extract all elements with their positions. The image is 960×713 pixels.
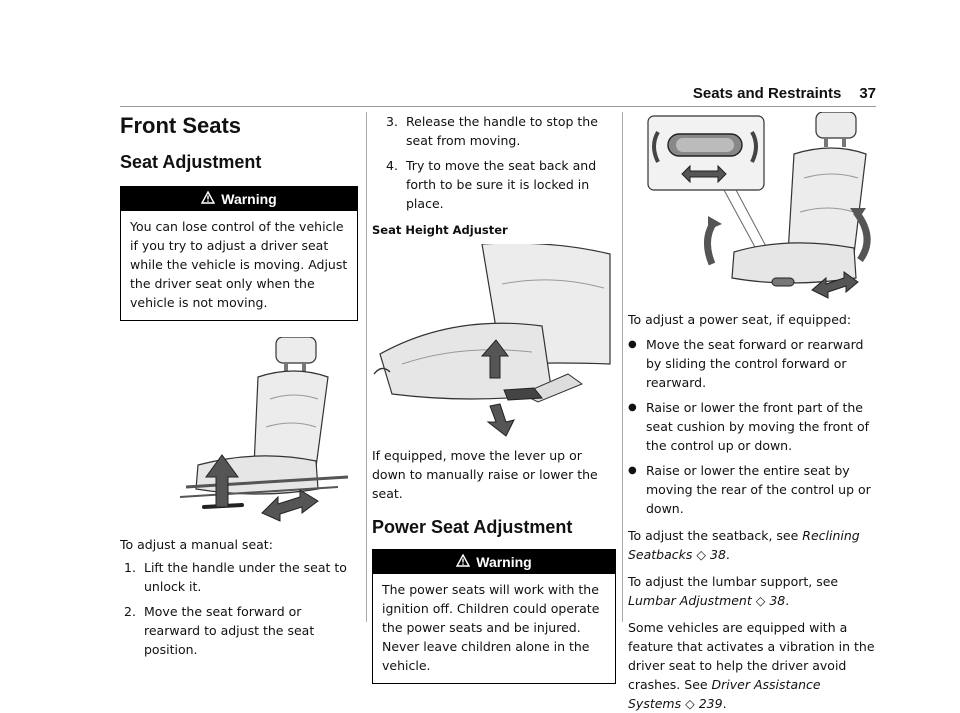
power-seat-intro: To adjust a power seat, if equipped: [628, 312, 852, 327]
warning-box-power-seat [372, 549, 616, 684]
vibration-text: Some vehicles are equipped with a feature that activates a vibration in the driver seat to help the driver avoid crashes. See [628, 620, 875, 692]
step-text: Try to move the seat back and forth to be sure it is locked in place. [406, 158, 597, 211]
driver-assistance-page: 239 [698, 696, 723, 711]
lumbar-ref: Lumbar Adjustment [628, 593, 752, 608]
bullet-icon: ● [628, 339, 637, 350]
xref-icon: ◇ [685, 696, 695, 711]
header-rule [120, 106, 876, 107]
list-item [628, 461, 876, 518]
manual-seat-intro: To adjust a manual seat: [120, 537, 273, 552]
section-heading-power-seat: Power Seat Adjustment [372, 517, 573, 537]
recline-page: 38 [710, 547, 726, 562]
warning-triangle-icon [201, 190, 215, 209]
step-number: 2. [124, 604, 136, 619]
driver-assistance-ref: Driver Assistance Systems [628, 677, 821, 711]
power-seat-illustration [628, 112, 876, 300]
running-header [676, 82, 876, 104]
section-heading-seat-adjustment: Seat Adjustment [120, 152, 262, 172]
xref-icon: ◇ [696, 547, 707, 562]
recline-text: To adjust the seatback, see [628, 528, 803, 543]
list-item [628, 398, 876, 455]
column-2 [372, 112, 616, 684]
step-text: Move the seat forward or rearward to adjust the seat position. [144, 604, 315, 657]
warning-text: You can lose control of the vehicle if you try to adjust a driver seat while the vehicle is moving. Adjust the driver seat only when the vehicle is not moving. [130, 219, 348, 310]
xref-icon: ◇ [755, 593, 766, 608]
warning-box-driver-seat [120, 186, 358, 321]
bullet-icon: ● [628, 402, 637, 413]
warning-text: The power seats will work with the ignition off. Children could operate the power seats and be injured. Never leave children alone in the vehicle. [382, 582, 600, 673]
recline-paragraph: To adjust the seatback, see Reclining Seatbacks ◇ 38. [628, 528, 860, 562]
manual-seat-illustration [120, 337, 358, 525]
step-text: Release the handle to stop the seat from moving. [406, 114, 598, 148]
warning-header [373, 550, 615, 574]
warning-triangle-icon [456, 553, 470, 572]
warning-header [121, 187, 357, 211]
manual-steps-continued [372, 112, 616, 213]
warning-label: Warning [221, 190, 277, 207]
lumbar-text: To adjust the lumbar support, see [628, 574, 839, 589]
step-number: 1. [124, 560, 136, 575]
seat-height-illustration [372, 244, 616, 438]
lumbar-link[interactable] [628, 593, 785, 608]
bullet-text: Move the seat forward or rearward by sliding the control forward or rearward. [646, 337, 864, 390]
list-item [628, 335, 876, 392]
vibration-paragraph: Some vehicles are equipped with a feature that activates a vibration in the driver seat to help the driver avoid crashes. See Driver Assistance Systems ◇ 239. [628, 620, 875, 711]
list-item [120, 558, 358, 596]
page-number: 37 [859, 84, 876, 102]
lumbar-paragraph: To adjust the lumbar support, see Lumbar Adjustment ◇ 38. [628, 574, 839, 608]
list-item [372, 156, 616, 213]
column-divider-2 [622, 112, 623, 622]
column-1 [120, 112, 358, 659]
warning-label: Warning [476, 553, 532, 570]
seat-height-text: If equipped, move the lever up or down to manually raise or lower the seat. [372, 448, 598, 501]
column-3 [628, 112, 876, 713]
column-divider-1 [366, 112, 367, 622]
step-text: Lift the handle under the seat to unlock it. [144, 560, 347, 594]
section-title: Seats and Restraints [692, 84, 842, 102]
bullet-icon: ● [628, 465, 637, 476]
lumbar-page: 38 [769, 593, 786, 608]
bullet-text: Raise or lower the entire seat by moving the rear of the control up or down. [646, 463, 871, 516]
seat-height-heading: Seat Height Adjuster [372, 223, 508, 237]
recline-ref: Reclining Seatbacks [628, 528, 860, 562]
step-number: 4. [386, 158, 398, 173]
step-number: 3. [386, 114, 398, 129]
list-item [372, 112, 616, 150]
manual-steps-list [120, 558, 358, 659]
page-title: Front Seats [120, 113, 242, 138]
power-seat-bullets [628, 335, 876, 518]
bullet-text: Raise or lower the front part of the seat cushion by moving the front of the control up or down. [646, 400, 870, 453]
list-item [120, 602, 358, 659]
